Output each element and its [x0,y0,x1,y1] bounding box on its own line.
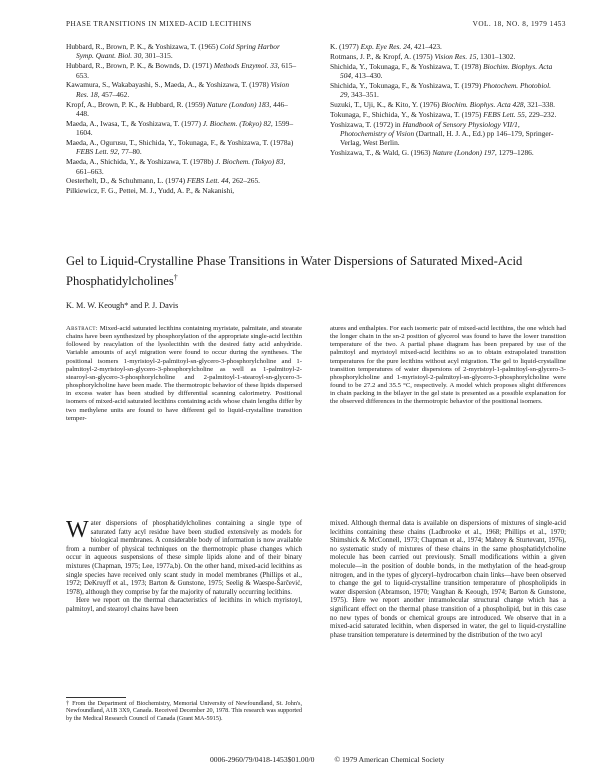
reference-pages: 262–265. [230,176,260,186]
abstract-left-column [66,325,302,423]
reference-source: Methods Enzymol. 33, [213,61,280,71]
reference-pages: 343–351. [349,90,379,100]
body-left-column [66,517,302,615]
reference-entry [66,186,298,195]
body-right-column [330,520,566,640]
running-header [66,20,566,32]
reference-pages: 457–462. [99,89,130,99]
abstract-label: Abstract: [66,325,98,332]
reference-authors: Hubbard, R., Brown, P. K., & Bownds, D. (1971) [66,61,214,71]
reference-authors: Shichida, Y., Tokunaga, F., & Yoshizawa, T. (1978) [330,61,484,71]
drop-cap: W [66,517,89,543]
reference-pages: 77–80. [119,147,142,157]
reference-source: Vision Res. 15, [434,51,479,61]
reference-entry [66,119,298,138]
reference-entry [330,52,562,61]
reference-entry [66,176,298,185]
reference-authors: Tokunaga, F., Shichida, Y., & Yoshizawa, T. (1975) [330,109,484,119]
reference-authors: Oesterhelt, D., & Schuhmann, L. (1974) [66,176,187,186]
reference-pages: 413–430. [352,71,383,80]
reference-pages: 615–653. [76,61,297,80]
reference-authors: Maeda, A., Shichida, Y., & Yoshizawa, T. (1978b) [66,157,216,167]
body-paragraph-3: mixed. Although thermal data is available on dispersions of mixtures of single-acid lecithins containing these chains (Ladbrooke et al., 1968; Phillips et al., 1970; Shimshick & McConnell, 1973; Chapman et al., 1974; Mabrey & Sturtevant, 1976), no systematic study of mixtures of these chains in the same phosphatidylcholine molecule has been carried out previously. Small modifications within a given molecule—in the position of double bonds, in the methylation of the head-group nitrogen, and in the types of glyceryl–hydrocarbon chain links—have been observed to change the gel to liquid-crystalline transition temperature of phospholipids in water dispersion (Abramson, 1970; Vaughan & Keough, 1974; Barton & Gunstone, 1975). Here we report another intramolecular structural change which has a significant effect on the thermal phase transition of a phospholipid, but in this case no new types of bonds or chemical groups are introduced. We observe that in a mixed-acid saturated lecithin, when dispersed in water, the gel to liquid-crystalline phase transition temperature is determined by the distribution of the two acyl [330,520,566,639]
reference-entry [66,157,298,176]
article-authors: K. M. W. Keough* and P. J. Davis [66,301,179,310]
reference-source: J. Biochem. (Tokyo) 82, [202,118,273,128]
footnote-divider [66,697,126,698]
references-left-column [66,42,298,196]
abstract-text-left: Mixed-acid saturated lecithins containing myristate, palmitate, and stearate chains have been synthesized by phosphorylation of the appropriate single-acid lecithin followed by reacylation of the lysolecithin with the desired fatty acid anhydride. Variable amounts of acyl migration were found to occur during the syntheses. The positional isomers 1-myristoyl-2-palmitoyl-sn-glycero-3-phosphorylcholine and 1-palmitoyl-2-myristoyl-sn-glycero-3-phosphorylcholine as well as 1-palmitoyl-2-stearoyl-sn-glycero-3-phosphorylcholine and 2-palmitoyl-1-stearoyl-sn-glycero-3-phosphorylcholine have been made. The thermotropic behavior of these lipids dispersed in excess water has been studied by differential scanning calorimetry. Positional isomers of mixed-acid saturated lecithins containing acids whose chain lengths differ by two methylene units are found to have different gel to liquid-crystalline transition temper- [66,325,302,422]
reference-source: Biochim. Biophys. Acta 428, [441,100,526,109]
reference-entry [66,138,298,157]
reference-entry [330,100,562,109]
reference-entry [66,80,298,99]
reference-source: Exp. Eye Res. 24, [360,42,413,51]
reference-source: Nature (London) 197, [432,148,497,158]
reference-authors: Rotmans, J. P., & Kropf, A. (1975) [330,51,435,61]
reference-source: FEBS Lett. 55, [483,109,527,119]
body-paragraph-2: Here we report on the thermal characteristics of lecithins in which myristoyl, palmitoyl, and stearoyl chains have been [66,597,302,613]
reference-source: Nature (London) 183, [206,99,272,109]
volume-page: VOL. 18, NO. 8, 1979 1453 [472,20,566,28]
body-paragraph-1 [66,517,302,597]
reference-pages: 661–663. [76,166,104,176]
running-title: PHASE TRANSITIONS IN MIXED-ACID LECITHINS [66,20,252,28]
abstract-right-column [330,325,566,407]
reference-authors: Shichida, Y., Tokunaga, F., & Yoshizawa, T. (1979) [330,80,484,90]
article-title-text: Gel to Liquid-Crystalline Phase Transitions in Water Dispersions of Saturated Mixed-Acid Phosphatidylcholines [66,254,523,288]
reference-entry [330,81,562,100]
reference-pages: 1301–1302. [478,51,516,61]
issn-code: 0006-2960/79/0418-1453$01.00/0 [210,755,315,764]
body-paragraph-1-text: ater dispersions of phosphatidylcholines containing a single type of saturated fatty acyl residue have been studied extensively as models for biological membranes. A considerable body of information is now available from a number of physical techniques on the thermotropic phase changes which occur in aqueous suspensions of these simple lipids alone and of their binary mixtures (Chapman, 1975; Lee, 1977a,b). On the other hand, mixed-acid lecithins as single species have received only scant study in model membranes (Phillips et al., 1972; DeKruyff et al., 1973; Barton & Gunstone, 1975; Seelig & Waespe-Šarčević, 1978), although they comprise by far the majority of naturally occurring lecithins. [66,520,302,596]
copyright-notice: © 1979 American Chemical Society [334,755,445,764]
reference-source: Handbook of Sensory Physiology VII/1, Photochemistry of Vision [340,119,520,138]
title-footnote-mark: † [173,272,178,282]
reference-source: Vision Res. 18, [76,80,290,99]
reference-entry [330,148,562,157]
reference-pages: 229–232. [526,109,557,119]
reference-entry [66,100,298,119]
reference-entry [66,61,298,80]
reference-entry [330,120,562,148]
reference-authors: Suzuki, T., Uji, K., & Kito, Y. (1976) [330,100,442,109]
reference-authors: Kropf, A., Brown, P. K., & Hubbard, R. (1959) [66,99,207,109]
reference-authors: Maeda, A., Ogurusu, T., Shichida, Y., Tokunaga, F., & Yoshizawa, T. (1978a) [66,138,294,148]
reference-source: Biochim. Biophys. Acta 504, [340,61,553,80]
reference-source: FEBS Lett. 92, [76,147,120,157]
reference-source: FEBS Lett. 44, [186,176,231,186]
references-right-column [330,42,562,158]
reference-source: Photochem. Photobiol. 29, [340,80,552,100]
reference-pages: 421–423. [412,42,442,51]
reference-authors: Hubbard, R., Brown, P. K., & Yoshizawa, T. (1965) [66,42,220,51]
affiliation-footnote: † From the Department of Biochemistry, Memorial University of Newfoundland, St. John's, Newfoundland, A1B 3X9, Canada. Received December 20, 1978. This research was supported by the Medical Research Council of Canada (Grant MA-5915). [66,700,302,722]
reference-entry [330,110,562,119]
reference-entry [330,62,562,81]
reference-authors: Yoshizawa, T., & Wald, G. (1963) [330,148,433,158]
reference-pages: 301–315. [143,51,173,61]
reference-source: Cold Spring Harbor Symp. Quant. Biol. 30, [76,42,280,61]
page-footer [210,755,444,764]
reference-entry [330,42,562,51]
abstract-text-right: atures and enthalpies. For each isomeric pair of mixed-acid lecithins, the one which had the longer chain in the sn-2 position of glycerol was found to have the lower transition temperature of the two. A partial phase diagram has been prepared by use of the palmitoyl and myristoyl mixed-acid lecithins so as to obtain extrapolated transition temperatures for the pure lecithins without acyl migration. The gel to liquid-crystalline transition temperatures of water dispersions of 2-myristoyl-1-palmitoyl-sn-glycero-3-phosphorylcholine and 1-myristoyl-2-palmitoyl-sn-glycero-3-phosphorylcholine were found to be 27.2 and 35.5 °C, respectively. A model which proposes slight differences in chain packing in the bilayer in the gel state is presented as a possible explanation for the observed differences in the thermotropic behavior of the positional isomers. [330,325,566,406]
reference-pages: 1279–1286. [496,148,534,158]
reference-authors: Yoshizawa, T. (1972) in [330,119,403,129]
reference-authors: Kawamura, S., Wakabayashi, S., Maeda, A., & Yoshizawa, T. (1978) [66,80,271,90]
reference-authors: Pilkiewicz, F. G., Pettei, M. J., Yudd, A. P., & Nakanishi, [66,186,235,196]
reference-authors: K. (1977) [330,42,361,51]
reference-pages: (Dartnall, H. J. A., Ed.) pp 146–179, Springer-Verlag, West Berlin. [340,129,554,148]
article-title [66,253,546,289]
reference-pages: 321–338. [525,100,555,109]
reference-pages: 1599–1604. [76,118,294,138]
reference-entry [66,42,298,61]
reference-pages: 446–448. [76,99,288,119]
reference-authors: Maeda, A., Iwasa, T., & Yoshizawa, T. (1977) [66,118,203,128]
reference-source: J. Biochem. (Tokyo) 83, [215,157,286,167]
